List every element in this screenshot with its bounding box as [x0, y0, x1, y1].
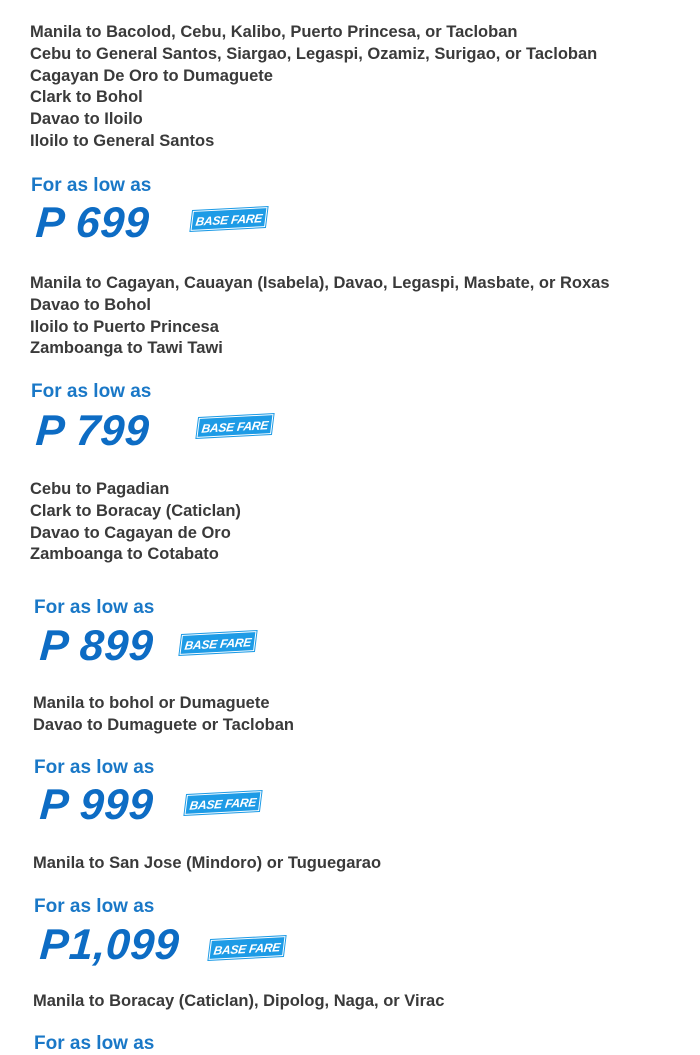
- fare-price: P 999: [38, 781, 155, 829]
- route-item: Davao to Iloilo: [30, 110, 143, 129]
- route-item: Manila to bohol or Dumaguete: [33, 694, 270, 712]
- fare-price: P 699: [34, 199, 151, 247]
- base-fare-badge: BASE FARE: [179, 631, 256, 655]
- fare-tagline: For as low as: [31, 175, 152, 196]
- route-item: Manila to San Jose (Mindoro) or Tuguegarao: [33, 854, 382, 872]
- route-list: [30, 22, 597, 153]
- fare-tagline: For as low as: [34, 1033, 155, 1054]
- route-item: Zamboanga to Tawi Tawi: [30, 339, 223, 358]
- fare-price: P 899: [38, 622, 155, 670]
- base-fare-badge: BASE FARE: [208, 936, 285, 960]
- route-item: Davao to Cagayan de Oro: [30, 523, 231, 542]
- route-item: Clark to Bohol: [30, 88, 143, 107]
- fare-price: P1,099: [38, 921, 181, 969]
- route-list: [30, 273, 610, 360]
- base-fare-badge: BASE FARE: [190, 207, 267, 231]
- route-list: [30, 479, 241, 566]
- route-item: Iloilo to Puerto Princesa: [30, 317, 219, 336]
- route-item: Cebu to Pagadian: [30, 480, 170, 498]
- route-list: [33, 693, 294, 737]
- route-list: [33, 991, 444, 1013]
- route-item: Manila to Cagayan, Cauayan (Isabela), Davao, Legaspi, Masbate, or Roxas: [30, 274, 610, 292]
- route-item: Clark to Boracay (Caticlan): [30, 501, 241, 520]
- route-item: Cebu to General Santos, Siargao, Legaspi, Ozamiz, Surigao, or Tacloban: [30, 44, 598, 63]
- route-item: Manila to Bacolod, Cebu, Kalibo, Puerto Princesa, or Tacloban: [30, 23, 518, 41]
- route-list: [33, 853, 381, 875]
- route-item: Iloilo to General Santos: [30, 131, 215, 150]
- route-item: Zamboanga to Cotabato: [30, 545, 219, 564]
- route-item: Cagayan De Oro to Dumaguete: [30, 66, 273, 85]
- route-item: Davao to Dumaguete or Tacloban: [33, 715, 294, 734]
- base-fare-badge: BASE FARE: [184, 791, 261, 815]
- route-item: Davao to Bohol: [30, 295, 152, 314]
- fare-price: P 799: [34, 407, 151, 455]
- base-fare-badge: BASE FARE: [196, 414, 273, 438]
- fare-tagline: For as low as: [34, 896, 155, 917]
- fare-tagline: For as low as: [31, 381, 152, 402]
- route-item: Manila to Boracay (Caticlan), Dipolog, Naga, or Virac: [33, 992, 445, 1010]
- fare-tagline: For as low as: [34, 757, 155, 778]
- fare-tagline: For as low as: [34, 597, 155, 618]
